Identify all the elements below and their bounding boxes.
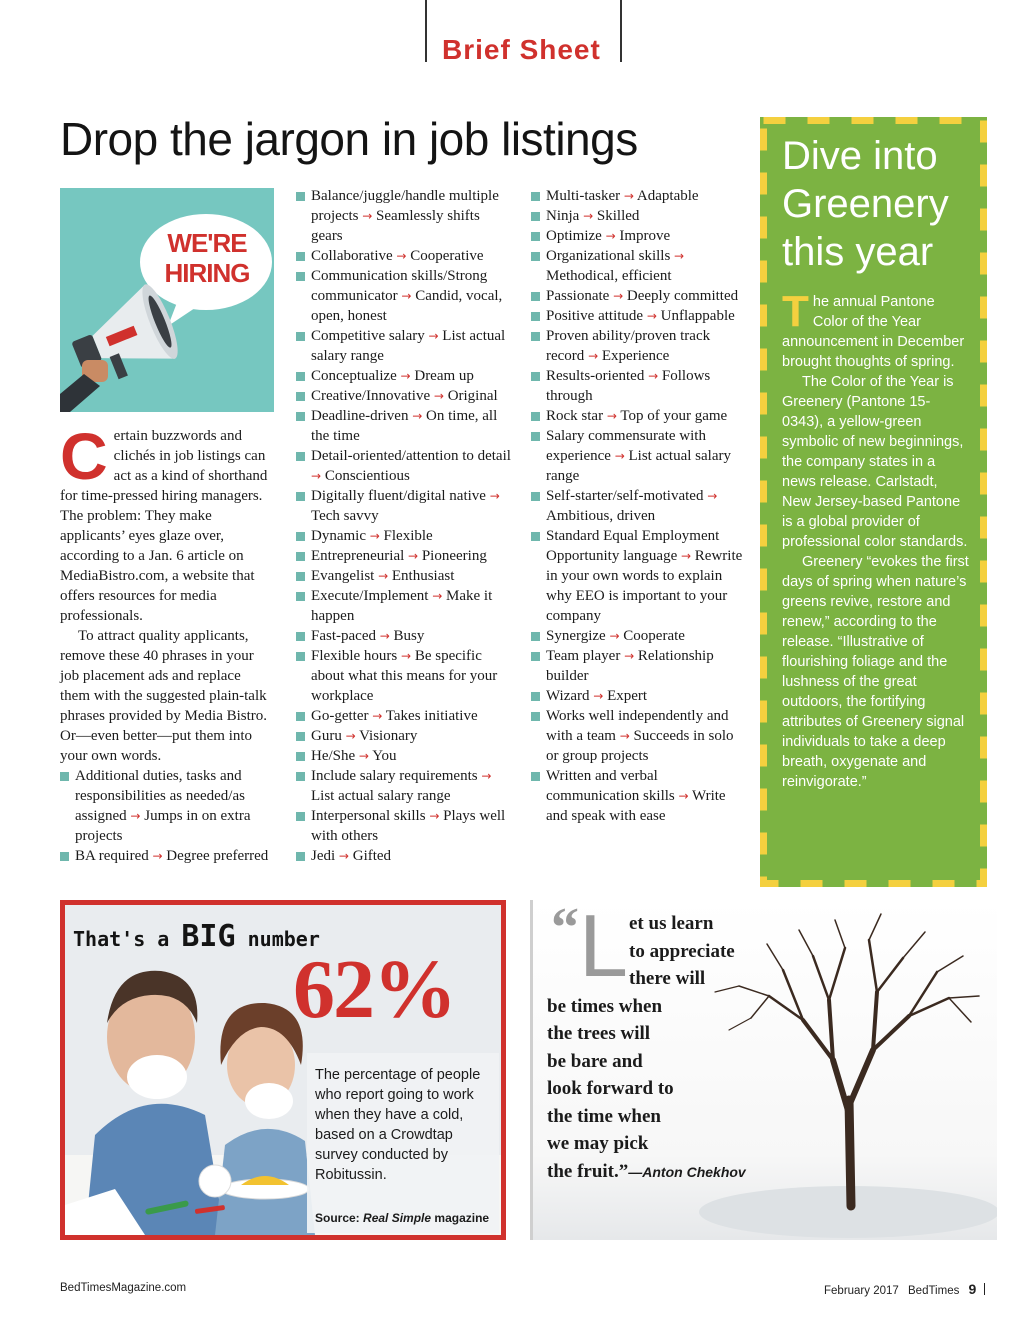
- arrow-right-icon: →: [588, 349, 599, 363]
- big-number-label-prefix: That's a: [73, 927, 170, 951]
- hiring-sign-line1: WE'RE: [167, 228, 247, 258]
- section-label: Brief Sheet: [442, 34, 601, 65]
- arrow-right-icon: →: [378, 569, 389, 583]
- jargon-term: Interpersonal skills: [311, 808, 426, 824]
- list-item: [296, 526, 514, 546]
- arrow-right-icon: →: [432, 589, 443, 603]
- header-rule-right: [620, 0, 622, 62]
- plain-term: Plays well with others: [311, 808, 506, 844]
- list-item: [296, 186, 514, 246]
- plain-term: Conscientious: [324, 468, 410, 484]
- quote-line-1: et us learn: [629, 913, 714, 934]
- list-item: [531, 526, 749, 626]
- page-title: Drop the jargon in job listings: [60, 113, 638, 165]
- quote-line-5: the trees will: [547, 1023, 651, 1044]
- list-item: [531, 426, 749, 486]
- jargon-term: Evangelist: [311, 568, 375, 584]
- jargon-term: Results-oriented: [546, 368, 645, 384]
- sidebar-title: Dive into Greenery this year: [782, 134, 949, 274]
- plain-term: Flexible: [383, 528, 433, 544]
- jargon-term: Salary commensurate with experience: [546, 428, 706, 464]
- jargon-term: Execute/Implement: [311, 588, 429, 604]
- arrow-right-icon: →: [489, 489, 500, 503]
- intro-dropcap: C: [60, 419, 108, 493]
- plain-term: Busy: [393, 628, 425, 644]
- source-name: Real Simple: [363, 1211, 432, 1225]
- arrow-right-icon: →: [646, 309, 657, 323]
- quote-dropcap: L: [579, 900, 628, 995]
- list-item: [296, 746, 514, 766]
- plain-term: Rewrite in your own words to explain why EEO is important to your company: [546, 548, 743, 624]
- list-item: [531, 626, 749, 646]
- plain-term: Candid, vocal, open, honest: [311, 288, 503, 324]
- plain-term: Experience: [601, 348, 670, 364]
- list-item: [531, 326, 749, 366]
- list-item: [296, 806, 514, 846]
- arrow-right-icon: →: [345, 729, 356, 743]
- arrow-right-icon: →: [433, 389, 444, 403]
- list-item: [531, 246, 749, 286]
- jargon-list-col1: [60, 766, 272, 866]
- jargon-term: Deadline-driven: [311, 408, 409, 424]
- footer-rule: [984, 1283, 985, 1295]
- list-item: [296, 386, 514, 406]
- plain-term: Jumps in on extra projects: [75, 808, 251, 844]
- list-item: [531, 286, 749, 306]
- arrow-right-icon: →: [379, 629, 390, 643]
- big-number-source: [315, 1211, 489, 1225]
- list-item: [531, 406, 749, 426]
- quote-line-9: we may pick: [547, 1133, 649, 1154]
- jargon-term: Communication skills/Strong communicator: [311, 268, 488, 304]
- quote-panel: [530, 900, 997, 1240]
- arrow-right-icon: →: [481, 769, 492, 783]
- jargon-term: Dynamic: [311, 528, 366, 544]
- list-item: [60, 846, 272, 866]
- big-number-caption: The percentage of people who report going to work when they have a cold, based on a Crowdtap survey conducted by Robitussin.: [315, 1067, 481, 1183]
- jargon-term: Team player: [546, 648, 621, 664]
- plain-term: Relationship builder: [546, 648, 714, 684]
- quote-line-7: look forward to: [547, 1078, 674, 1099]
- arrow-right-icon: →: [338, 849, 349, 863]
- arrow-right-icon: →: [593, 689, 604, 703]
- jargon-term: Multi-tasker: [546, 188, 621, 204]
- big-number-caption-box: [307, 1053, 499, 1233]
- arrow-right-icon: →: [624, 649, 635, 663]
- big-number-label-suffix: number: [247, 927, 320, 951]
- plain-term: Skilled: [596, 208, 640, 224]
- arrow-right-icon: →: [152, 849, 163, 863]
- list-item: [296, 706, 514, 726]
- list-item: [296, 486, 514, 526]
- list-item: [296, 366, 514, 386]
- quote-open-mark: “: [551, 900, 579, 959]
- list-item: [296, 586, 514, 626]
- plain-term: Takes initiative: [385, 708, 478, 724]
- quote-attribution: —Anton Chekhov: [628, 1164, 746, 1180]
- arrow-right-icon: →: [401, 289, 412, 303]
- arrow-right-icon: →: [362, 209, 373, 223]
- list-item: [296, 846, 514, 866]
- jargon-term: Flexible hours: [311, 648, 398, 664]
- arrow-right-icon: →: [614, 449, 625, 463]
- plain-term: Succeeds in solo or group projects: [546, 728, 734, 764]
- list-item: [296, 566, 514, 586]
- megaphone-icon: [60, 188, 274, 412]
- plain-term: Follows through: [546, 368, 711, 404]
- list-item: [60, 766, 272, 846]
- jargon-term: Collaborative: [311, 248, 393, 264]
- arrow-right-icon: →: [429, 809, 440, 823]
- jargon-term: Positive attitude: [546, 308, 644, 324]
- plain-term: Ambitious, driven: [546, 508, 656, 524]
- plain-term: Degree preferred: [166, 848, 269, 864]
- sidebar-paragraph-1: he annual Pantone Color of the Year announcement in December brought thoughts of spring.: [782, 294, 965, 370]
- header-rule-left: [425, 0, 427, 62]
- sidebar-body: [782, 287, 970, 792]
- plain-term: List actual salary range: [311, 328, 506, 364]
- jargon-term: Works well independently and with a team: [546, 708, 729, 744]
- jargon-term: Detail-oriented/attention to detail: [311, 448, 511, 464]
- big-number-value: 62%: [293, 943, 455, 1036]
- plain-term: Cooperate: [623, 628, 685, 644]
- footer-website: BedTimesMagazine.com: [60, 1282, 187, 1294]
- jargon-term: Standard Equal Employment Opportunity language: [546, 528, 720, 564]
- sidebar-paragraph-2: The Color of the Year is Greenery (Pantone 15-0343), a yellow-green symbolic of new beginnings, the company states in a news release. Carlstadt, New Jersey-based Pantone is a global provider of professional color standards.: [782, 374, 968, 550]
- intro-paragraph-1: ertain buzzwords and clichés in job listings can act as a kind of shorthand for time-pressed hiring managers. The problem: They make applicants’ eyes glaze over, according to a Jan. 6 article on MediaBistro.com, a website that offers resources for media professionals.: [60, 428, 268, 624]
- arrow-right-icon: →: [619, 729, 630, 743]
- jargon-term: Synergize: [546, 628, 606, 644]
- jargon-term: Ninja: [546, 208, 580, 224]
- list-item: [296, 406, 514, 446]
- jargon-term: Guru: [311, 728, 342, 744]
- plain-term: Visionary: [359, 728, 418, 744]
- arrow-right-icon: →: [358, 749, 369, 763]
- jargon-list-col2: [296, 186, 514, 866]
- footer-page-number: 9: [968, 1281, 977, 1297]
- jargon-term: Go-getter: [311, 708, 369, 724]
- arrow-right-icon: →: [606, 409, 617, 423]
- list-item: [296, 626, 514, 646]
- intro-paragraph-2: To attract quality applicants, remove these 40 phrases in your job placement ads and replace them with the suggested plain-talk phrases provided by Media Bistro. Or—even better—put them into your own words.: [60, 628, 268, 764]
- plain-term: Tech savvy: [311, 508, 379, 524]
- list-item: [531, 306, 749, 326]
- arrow-right-icon: →: [678, 789, 689, 803]
- plain-term: Make it happen: [311, 588, 493, 624]
- footer-publication: BedTimes: [908, 1285, 960, 1297]
- jargon-term: Creative/Innovative: [311, 388, 431, 404]
- jargon-term: Entrepreneurial: [311, 548, 405, 564]
- plain-term: Methodical, efficient: [546, 268, 672, 284]
- jargon-term: Rock star: [546, 408, 604, 424]
- jargon-term: He/She: [311, 748, 356, 764]
- arrow-right-icon: →: [613, 289, 624, 303]
- arrow-right-icon: →: [680, 549, 692, 563]
- list-item: [531, 486, 749, 526]
- jargon-term: Fast-paced: [311, 628, 376, 644]
- arrow-right-icon: →: [648, 369, 659, 383]
- big-number-label: [73, 919, 320, 954]
- big-number-box: [60, 900, 506, 1240]
- list-item: [531, 766, 749, 826]
- sidebar-paragraph-3: Greenery “evokes the first days of spring when nature’s greens revive, restore and renew,” according to the release. “Illustrative of flourishing foliage and the lushness of the great outdoors, the fortifying attributes of Greenery signal individuals to take a deep breath, oxygenate and reinvigorate.”: [782, 554, 969, 790]
- jargon-term: BA required: [75, 848, 149, 864]
- plain-term: Deeply committed: [626, 288, 739, 304]
- source-label: Source:: [315, 1211, 360, 1225]
- arrow-right-icon: →: [396, 249, 407, 263]
- jargon-term: Written and verbal communication skills: [546, 768, 675, 804]
- arrow-right-icon: →: [408, 549, 419, 563]
- plain-term: Original: [447, 388, 498, 404]
- plain-term: Pioneering: [421, 548, 487, 564]
- plain-term: Unflappable: [660, 308, 735, 324]
- arrow-right-icon: →: [583, 209, 594, 223]
- list-item: [296, 546, 514, 566]
- list-item: [531, 686, 749, 706]
- jargon-term: Passionate: [546, 288, 610, 304]
- jargon-term: Optimize: [546, 228, 602, 244]
- plain-term: Dream up: [414, 368, 474, 384]
- list-item: [296, 246, 514, 266]
- quote-line-10: the fruit.”: [547, 1161, 629, 1182]
- jargon-term: Proven ability/proven track record: [546, 328, 711, 364]
- quote-line-4: be times when: [547, 996, 663, 1017]
- list-item: [296, 726, 514, 746]
- list-item: [296, 446, 514, 486]
- list-item: [531, 706, 749, 766]
- arrow-right-icon: →: [400, 369, 411, 383]
- footer-date: February 2017: [824, 1285, 899, 1297]
- quote-line-6: be bare and: [547, 1051, 643, 1072]
- arrow-right-icon: →: [609, 629, 620, 643]
- plain-term: Improve: [619, 228, 671, 244]
- plain-term: Expert: [607, 688, 648, 704]
- footer-right: [824, 1281, 985, 1297]
- quote-line-2: to appreciate: [629, 941, 735, 962]
- list-item: [296, 266, 514, 326]
- plain-term: Gifted: [352, 848, 392, 864]
- arrow-right-icon: →: [623, 189, 634, 203]
- list-item: [296, 766, 514, 806]
- plain-term: Cooperative: [410, 248, 484, 264]
- arrow-right-icon: →: [674, 249, 685, 263]
- hiring-illustration: [60, 188, 274, 412]
- plain-term: You: [372, 748, 397, 764]
- plain-term: List actual salary range: [546, 448, 731, 484]
- arrow-right-icon: →: [401, 649, 412, 663]
- quote-line-8: the time when: [547, 1106, 661, 1127]
- list-item: [531, 206, 749, 226]
- plain-term: Be specific about what this means for your workplace: [311, 648, 498, 704]
- list-item: [296, 646, 514, 706]
- arrow-right-icon: →: [311, 469, 322, 483]
- jargon-term: Self-starter/self-motivated: [546, 488, 704, 504]
- quote-line-3: there will: [629, 968, 706, 989]
- intro-text: [60, 419, 272, 866]
- plain-term: Write and speak with ease: [546, 788, 726, 824]
- jargon-term: Digitally fluent/digital native: [311, 488, 486, 504]
- plain-term: List actual salary range: [311, 788, 451, 804]
- sidebar-dropcap: T: [782, 287, 809, 336]
- list-item: [531, 226, 749, 246]
- arrow-right-icon: →: [130, 809, 141, 823]
- jargon-term: Additional duties, tasks and responsibilities as needed/as assigned: [75, 768, 245, 824]
- list-item: [531, 646, 749, 686]
- plain-term: Adaptable: [636, 188, 699, 204]
- plain-term: Enthusiast: [391, 568, 455, 584]
- arrow-right-icon: →: [428, 329, 439, 343]
- arrow-right-icon: →: [369, 529, 380, 543]
- list-item: [296, 326, 514, 366]
- jargon-list-col3: [531, 186, 749, 826]
- quote-last-line: [547, 1158, 746, 1186]
- jargon-term: Balance/juggle/handle multiple projects: [311, 188, 499, 224]
- plain-term: Seamlessly shifts gears: [311, 208, 480, 244]
- jargon-term: Organizational skills: [546, 248, 671, 264]
- list-item: [531, 366, 749, 406]
- arrow-right-icon: →: [372, 709, 383, 723]
- source-suffix: magazine: [434, 1211, 490, 1225]
- big-number-label-big: BIG: [181, 919, 236, 954]
- arrow-right-icon: →: [605, 229, 616, 243]
- jargon-term: Wizard: [546, 688, 590, 704]
- jargon-term: Competitive salary: [311, 328, 425, 344]
- plain-term: Top of your game: [620, 408, 728, 424]
- list-item: [531, 186, 749, 206]
- plain-term: On time, all the time: [311, 408, 498, 444]
- hiring-sign-line2: HIRING: [164, 258, 250, 288]
- arrow-right-icon: →: [412, 409, 423, 423]
- jargon-term: Include salary requirements: [311, 768, 478, 784]
- jargon-term: Jedi: [311, 848, 336, 864]
- arrow-right-icon: →: [707, 489, 718, 503]
- jargon-term: Conceptualize: [311, 368, 397, 384]
